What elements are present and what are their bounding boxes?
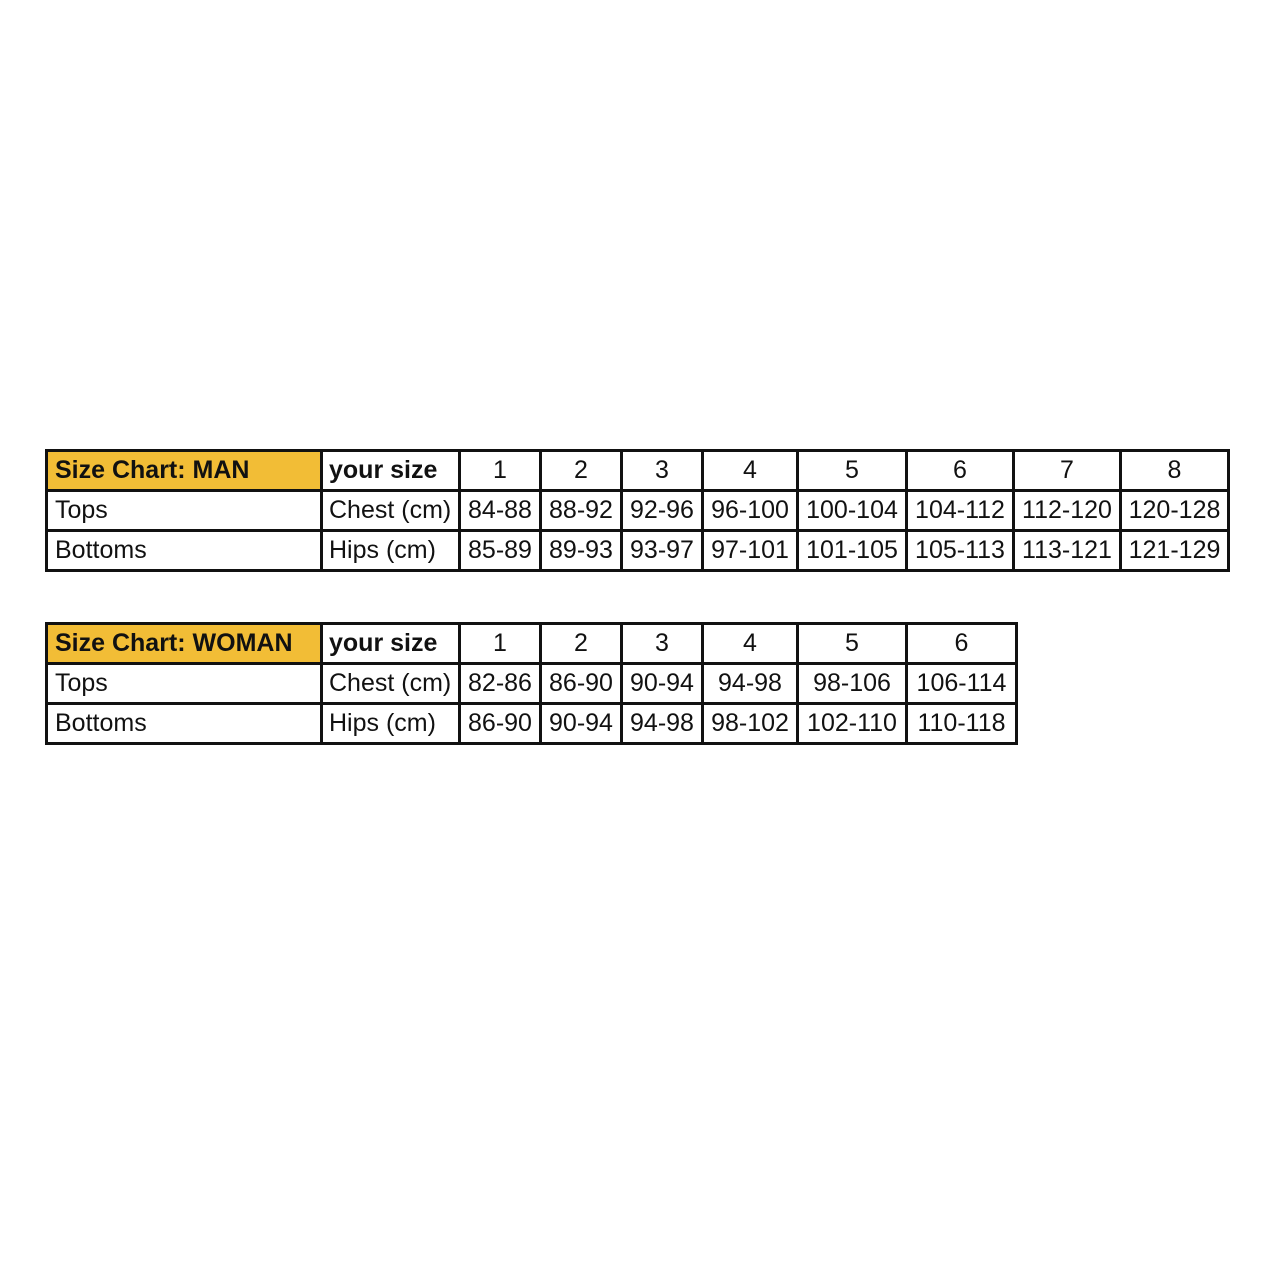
size-header: 8	[1121, 451, 1229, 491]
measure-label: Hips (cm)	[322, 704, 460, 744]
size-header: 6	[907, 451, 1014, 491]
chart-title: Size Chart: WOMAN	[47, 624, 322, 664]
size-value: 88-92	[541, 491, 622, 531]
size-value: 102-110	[798, 704, 907, 744]
size-value: 94-98	[703, 664, 798, 704]
size-header: 7	[1014, 451, 1121, 491]
table-row	[47, 664, 1017, 704]
size-value: 112-120	[1014, 491, 1121, 531]
your-size-label: your size	[322, 451, 460, 491]
size-value: 100-104	[798, 491, 907, 531]
your-size-label: your size	[322, 624, 460, 664]
row-label: Tops	[47, 491, 322, 531]
size-value: 101-105	[798, 531, 907, 571]
row-label: Tops	[47, 664, 322, 704]
size-value: 92-96	[622, 491, 703, 531]
size-value: 105-113	[907, 531, 1014, 571]
size-header: 2	[541, 451, 622, 491]
table-row	[47, 491, 1229, 531]
size-value: 89-93	[541, 531, 622, 571]
size-value: 121-129	[1121, 531, 1229, 571]
size-header: 2	[541, 624, 622, 664]
measure-label: Chest (cm)	[322, 664, 460, 704]
size-value: 90-94	[541, 704, 622, 744]
size-header: 6	[907, 624, 1017, 664]
size-value: 110-118	[907, 704, 1017, 744]
size-value: 90-94	[622, 664, 703, 704]
size-header: 3	[622, 451, 703, 491]
header-row	[47, 451, 1229, 491]
size-chart-woman	[45, 622, 1018, 745]
size-header: 1	[460, 451, 541, 491]
size-header: 4	[703, 624, 798, 664]
size-value: 96-100	[703, 491, 798, 531]
measure-label: Chest (cm)	[322, 491, 460, 531]
size-value: 85-89	[460, 531, 541, 571]
size-value: 86-90	[460, 704, 541, 744]
chart-title: Size Chart: MAN	[47, 451, 322, 491]
row-label: Bottoms	[47, 531, 322, 571]
size-value: 104-112	[907, 491, 1014, 531]
size-value: 84-88	[460, 491, 541, 531]
size-value: 94-98	[622, 704, 703, 744]
row-label: Bottoms	[47, 704, 322, 744]
measure-label: Hips (cm)	[322, 531, 460, 571]
size-value: 98-106	[798, 664, 907, 704]
size-header: 5	[798, 451, 907, 491]
size-value: 98-102	[703, 704, 798, 744]
size-value: 120-128	[1121, 491, 1229, 531]
size-value: 86-90	[541, 664, 622, 704]
size-value: 93-97	[622, 531, 703, 571]
size-header: 4	[703, 451, 798, 491]
size-chart-man	[45, 449, 1230, 572]
size-value: 113-121	[1014, 531, 1121, 571]
size-value: 106-114	[907, 664, 1017, 704]
size-header: 1	[460, 624, 541, 664]
table-row	[47, 704, 1017, 744]
size-header: 3	[622, 624, 703, 664]
table-row	[47, 531, 1229, 571]
header-row	[47, 624, 1017, 664]
size-value: 97-101	[703, 531, 798, 571]
size-header: 5	[798, 624, 907, 664]
size-value: 82-86	[460, 664, 541, 704]
